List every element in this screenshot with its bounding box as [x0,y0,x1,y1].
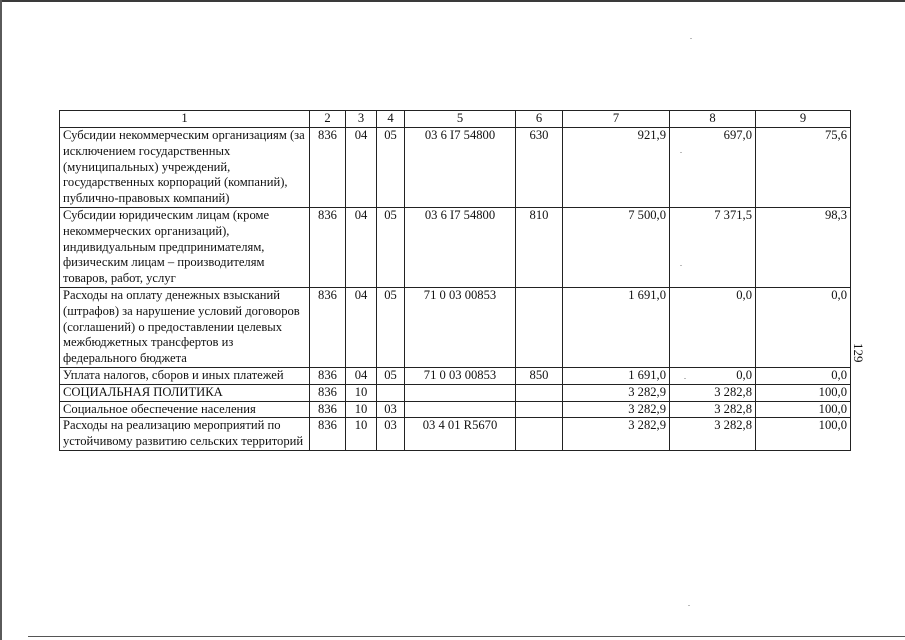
expense-type-code [516,384,563,401]
planned-amount: 1 691,0 [563,287,670,367]
table-row [60,128,851,208]
target-article-code: 03 4 01 R5670 [405,418,516,451]
planned-amount: 3 282,9 [563,418,670,451]
ministry-code: 836 [310,128,346,208]
ministry-code: 836 [310,367,346,384]
execution-percent: 98,3 [756,207,851,287]
target-article-code: 71 0 03 00853 [405,287,516,367]
planned-amount: 1 691,0 [563,367,670,384]
section-code: 10 [346,384,377,401]
target-article-code [405,384,516,401]
table-row [60,367,851,384]
ministry-code: 836 [310,207,346,287]
header-cell: 4 [377,111,405,128]
execution-percent: 0,0 [756,287,851,367]
header-cell: 5 [405,111,516,128]
table-row [60,384,851,401]
table-header-row [60,111,851,128]
page-number: 129 [851,343,866,363]
header-cell: 3 [346,111,377,128]
table-row [60,287,851,367]
execution-percent: 0,0 [756,367,851,384]
expense-type-code: 630 [516,128,563,208]
executed-amount: 3 282,8 [670,418,756,451]
target-article-code [405,401,516,418]
budget-execution-table [59,110,851,451]
scan-speck [690,38,692,39]
ministry-code: 836 [310,384,346,401]
executed-amount: 3 282,8 [670,401,756,418]
expense-type-code: 850 [516,367,563,384]
header-cell: 7 [563,111,670,128]
scan-border-left [0,0,2,640]
subsection-code: 05 [377,207,405,287]
header-cell: 8 [670,111,756,128]
expense-type-code: 810 [516,207,563,287]
expense-name: Расходы на реализацию мероприятий по устойчивому развитию сельских территорий [60,418,310,451]
section-code: 10 [346,401,377,418]
execution-percent: 100,0 [756,384,851,401]
header-cell: 1 [60,111,310,128]
header-cell: 6 [516,111,563,128]
expense-type-code [516,418,563,451]
planned-amount: 921,9 [563,128,670,208]
target-article-code: 03 6 I7 54800 [405,128,516,208]
planned-amount: 3 282,9 [563,401,670,418]
section-code: 10 [346,418,377,451]
executed-amount: 7 371,5 [670,207,756,287]
execution-percent: 100,0 [756,418,851,451]
expense-name: Социальное обеспечение населения [60,401,310,418]
subsection-code: 03 [377,418,405,451]
execution-percent: 100,0 [756,401,851,418]
executed-amount: 0,0 [670,287,756,367]
subsection-code: 05 [377,128,405,208]
expense-name: Субсидии юридическим лицам (кроме некоммерческих организаций), индивидуальным предпринимателям, физическим лицам – производителям товаров, работ, услуг [60,207,310,287]
ministry-code: 836 [310,287,346,367]
subsection-code [377,384,405,401]
section-code: 04 [346,287,377,367]
section-code: 04 [346,128,377,208]
expense-name: Субсидии некоммерческим организациям (за исключением государственных (муниципальных) учреждений, государственных корпораций (компаний), публично-правовых компаний) [60,128,310,208]
planned-amount: 3 282,9 [563,384,670,401]
section-code: 04 [346,367,377,384]
table-row [60,401,851,418]
expense-type-code [516,287,563,367]
section-code: 04 [346,207,377,287]
table-row [60,207,851,287]
subsection-code: 05 [377,367,405,384]
executed-amount: 3 282,8 [670,384,756,401]
subsection-code: 03 [377,401,405,418]
header-cell: 9 [756,111,851,128]
ministry-code: 836 [310,418,346,451]
executed-amount: 697,0 [670,128,756,208]
planned-amount: 7 500,0 [563,207,670,287]
target-article-code: 71 0 03 00853 [405,367,516,384]
scan-border-bottom [28,636,905,637]
expense-name: Уплата налогов, сборов и иных платежей [60,367,310,384]
target-article-code: 03 6 I7 54800 [405,207,516,287]
scan-speck [688,605,690,606]
executed-amount: 0,0 [670,367,756,384]
subsection-code: 05 [377,287,405,367]
scan-border-top [0,0,905,2]
expense-name: СОЦИАЛЬНАЯ ПОЛИТИКА [60,384,310,401]
header-cell: 2 [310,111,346,128]
execution-percent: 75,6 [756,128,851,208]
ministry-code: 836 [310,401,346,418]
expense-type-code [516,401,563,418]
table-row [60,418,851,451]
expense-name: Расходы на оплату денежных взысканий (штрафов) за нарушение условий договоров (соглашений) о предоставлении целевых межбюджетных трансфертов из федерального бюджета [60,287,310,367]
